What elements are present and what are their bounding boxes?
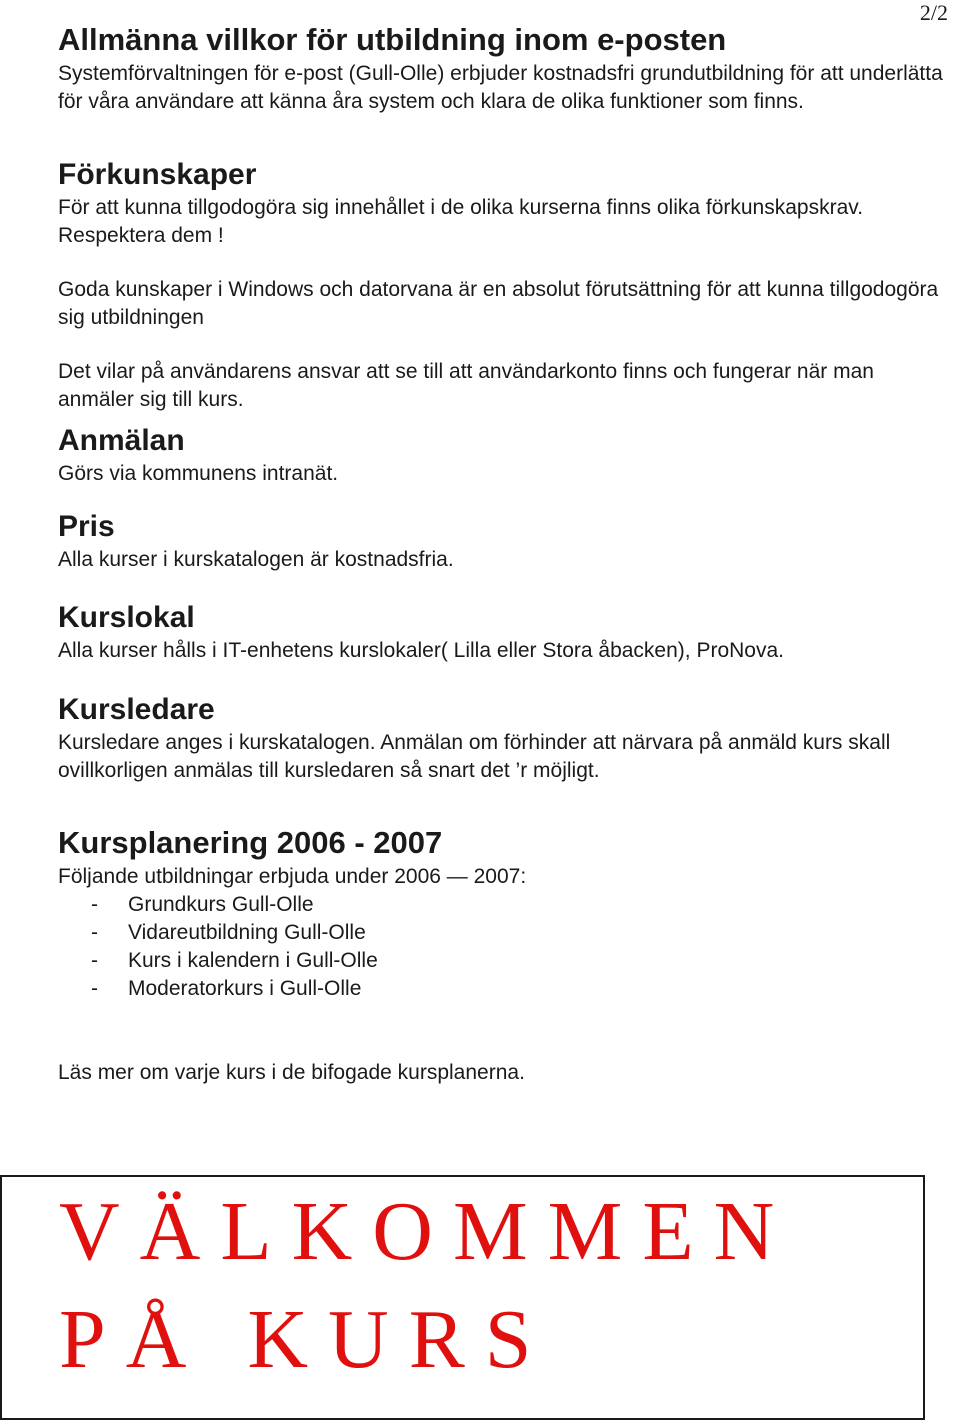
welcome-banner: [0, 1175, 925, 1420]
document-title: Allmänna villkor för utbildning inom e-posten: [58, 22, 727, 57]
list-item: - Grundkurs Gull-Olle: [58, 891, 948, 919]
prerequisites-text-2: Goda kunskaper i Windows och datorvana är en absolut förutsättning för att kunna tillgodogöra sig utbildningen: [58, 278, 939, 329]
planning-intro: Följande utbildningar erbjuda under 2006 — 2007:: [58, 865, 527, 888]
welcome-line-2: PÅ KURS: [59, 1293, 552, 1386]
registration-text: Görs via kommunens intranät.: [58, 462, 339, 485]
venue-text: Alla kurser hålls i IT-enhetens kurslokaler( Lilla eller Stora åbacken), ProNova.: [58, 639, 784, 662]
document-body: [58, 20, 948, 1087]
list-item: - Vidareutbildning Gull-Olle: [58, 919, 948, 947]
price-heading: Pris: [58, 510, 115, 543]
prerequisites-text-1: För att kunna tillgodogöra sig innehållet i de olika kurserna finns olika förkunskapskrav. Respektera dem !: [58, 196, 864, 247]
more-info-text: Läs mer om varje kurs i de bifogade kursplanerna.: [58, 1061, 525, 1084]
instructor-heading: Kursledare: [58, 693, 215, 726]
prerequisites-text-3: Det vilar på användarens ansvar att se till att användarkonto finns och fungerar när man anmäler sig till kurs.: [58, 360, 874, 411]
venue-heading: Kurslokal: [58, 601, 195, 634]
prerequisites-heading: Förkunskaper: [58, 158, 257, 191]
registration-heading: Anmälan: [58, 424, 185, 457]
page-number: 2/2: [919, 0, 948, 25]
instructor-text: Kursledare anges i kurskatalogen. Anmälan om förhinder att närvara på anmäld kurs skall ovillkorligen anmälas till kursledaren så snart det ’r möjligt.: [58, 731, 891, 782]
intro-text: Systemförvaltningen för e-post (Gull-Olle) erbjuder kostnadsfri grundutbildning för att underlätta för våra användare att känna åra system och klara de olika funktioner som finns.: [58, 62, 943, 113]
course-list: [58, 891, 948, 1003]
planning-heading: Kursplanering 2006 - 2007: [58, 825, 443, 860]
price-text: Alla kurser i kurskatalogen är kostnadsfria.: [58, 548, 454, 571]
welcome-line-1: VÄLKOMMEN: [59, 1185, 795, 1278]
list-item: - Kurs i kalendern i Gull-Olle: [58, 947, 948, 975]
list-item: - Moderatorkurs i Gull-Olle: [58, 975, 948, 1003]
